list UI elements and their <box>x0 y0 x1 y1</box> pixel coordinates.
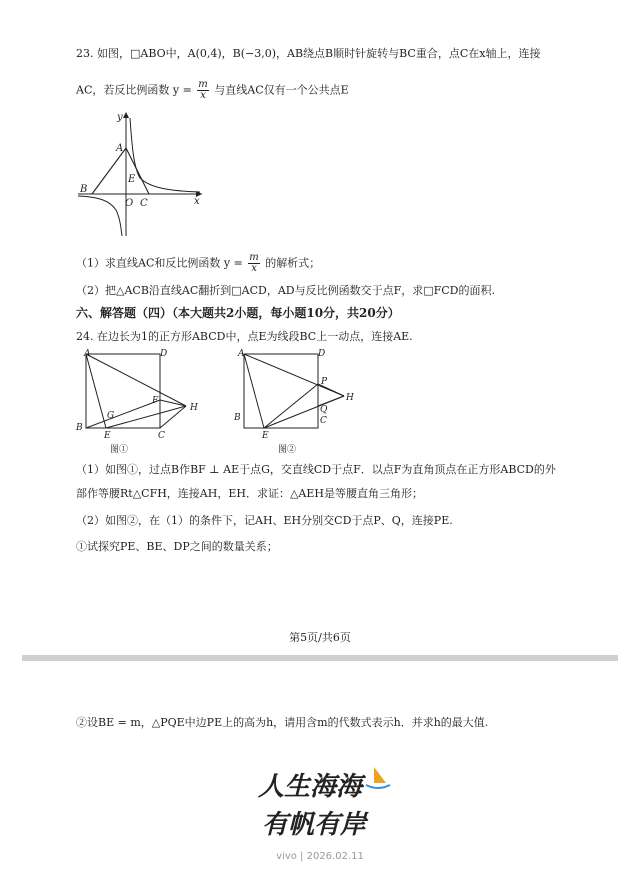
fig1-label-A: A <box>84 349 91 359</box>
fig1-label-F: F <box>152 396 159 406</box>
q23-frac-num: m <box>198 79 208 90</box>
watermark: vivo | 2026.02.11 <box>276 851 364 862</box>
page-footer: 第5页/共6页 <box>289 631 351 644</box>
fig1-label-C: C <box>158 431 165 441</box>
logo-line1: 人生海海 <box>258 772 363 802</box>
q23-sub1-frac-num: m <box>249 252 259 263</box>
fig2-label-H: H <box>346 393 354 403</box>
q23-figure <box>70 108 210 240</box>
q24-sub2-ii: ②设BE = m，△PQE中边PE上的高为h，请用含m的代数式表示h．并求h的最大值. <box>76 716 489 729</box>
q24-line1: 24. 在边长为1的正方形ABCD中，点E为线段BC上一动点，连接AE. <box>76 330 413 343</box>
q24-figure-1 <box>74 348 204 456</box>
logo-line2: 有帆有岸 <box>262 810 367 840</box>
segment-FH <box>160 400 186 406</box>
fig2-label-P: P <box>321 377 328 387</box>
fig2-label-Q: Q <box>320 405 328 415</box>
fig2-label-D: D <box>318 349 326 359</box>
q23-line2-a: AC，若反比例函数 y = <box>76 83 192 97</box>
fig2-label-A: A <box>238 349 245 359</box>
segment-AE <box>244 354 264 428</box>
label-E: E <box>128 174 136 185</box>
q24-sub2: （2）如图②，在（1）的条件下，记AH、EH分别交CD于点P、Q，连接PE. <box>76 514 453 527</box>
logo <box>248 761 398 845</box>
label-y: y <box>117 112 123 123</box>
segment-EH <box>106 406 186 428</box>
q23-sub1-b: 的解析式； <box>265 256 321 270</box>
fig1-label-H: H <box>190 403 198 413</box>
square-ABCD <box>86 354 160 428</box>
q23-sub1-fraction <box>248 253 259 274</box>
fig1-label-B: B <box>76 423 83 433</box>
q24-figure-2 <box>232 348 362 456</box>
segment-AE <box>86 354 106 428</box>
q24-sub1-line1: （1）如图①，过点B作BF ⊥ AE于点G，交直线CD于点F．以点F为直角顶点在正方形ABCD的外 <box>76 463 556 476</box>
segment-AH <box>86 354 186 406</box>
q23-line2 <box>76 80 349 101</box>
q24-sub1-line2: 部作等腰Rt△CFH，连接AH，EH．求证：△AEH是等腰直角三角形； <box>76 487 423 500</box>
q24-sub2-i: ①试探究PE、BE、DP之间的数量关系； <box>76 540 278 553</box>
next-page <box>0 661 640 896</box>
segment-AB <box>92 148 126 194</box>
label-C: C <box>140 198 148 209</box>
fig1-label-E: E <box>104 431 111 441</box>
section-6-heading: 六、解答题（四）（本大题共2小题，每小题10分，共20分） <box>76 306 400 320</box>
fig2-label-E: E <box>262 431 269 441</box>
wave-icon <box>366 785 390 788</box>
hyperbola-branch-2 <box>78 196 122 236</box>
q23-fraction <box>197 80 208 101</box>
label-A: A <box>116 143 124 154</box>
fig2-label-C: C <box>320 416 327 426</box>
y-axis-arrow-icon <box>123 112 129 118</box>
hyperbola-branch-1 <box>130 118 200 192</box>
fig2-caption: 图② <box>278 445 297 455</box>
segment-PE <box>264 384 318 428</box>
q23-sub2: （2）把△ACB沿直线AC翻折到□ACD，AD与反比例函数交于点F，求□FCD的面积. <box>76 284 495 297</box>
segment-AC <box>126 148 149 194</box>
segment-AH <box>244 354 344 396</box>
square-ABCD <box>244 354 318 428</box>
q23-frac-den: x <box>200 90 206 101</box>
label-B: B <box>80 184 88 195</box>
fig1-label-D: D <box>160 349 168 359</box>
fig1-caption: 图① <box>110 445 129 455</box>
sail-icon <box>374 767 386 783</box>
q23-sub1-frac-den: x <box>251 263 257 274</box>
label-x: x <box>194 196 200 207</box>
q23-line1: 23. 如图，□ABO中，A(0,4)，B(−3,0)，AB绕点B顺时针旋转与BC重合，点C在x轴上，连接 <box>76 47 541 60</box>
fig2-label-B: B <box>234 413 241 423</box>
q23-sub1 <box>76 253 320 274</box>
fig1-label-G: G <box>107 411 115 421</box>
label-O: O <box>125 198 134 209</box>
q23-sub1-a: （1）求直线AC和反比例函数 y = <box>76 256 243 270</box>
q23-line2-b: 与直线AC仅有一个公共点E <box>214 83 349 97</box>
